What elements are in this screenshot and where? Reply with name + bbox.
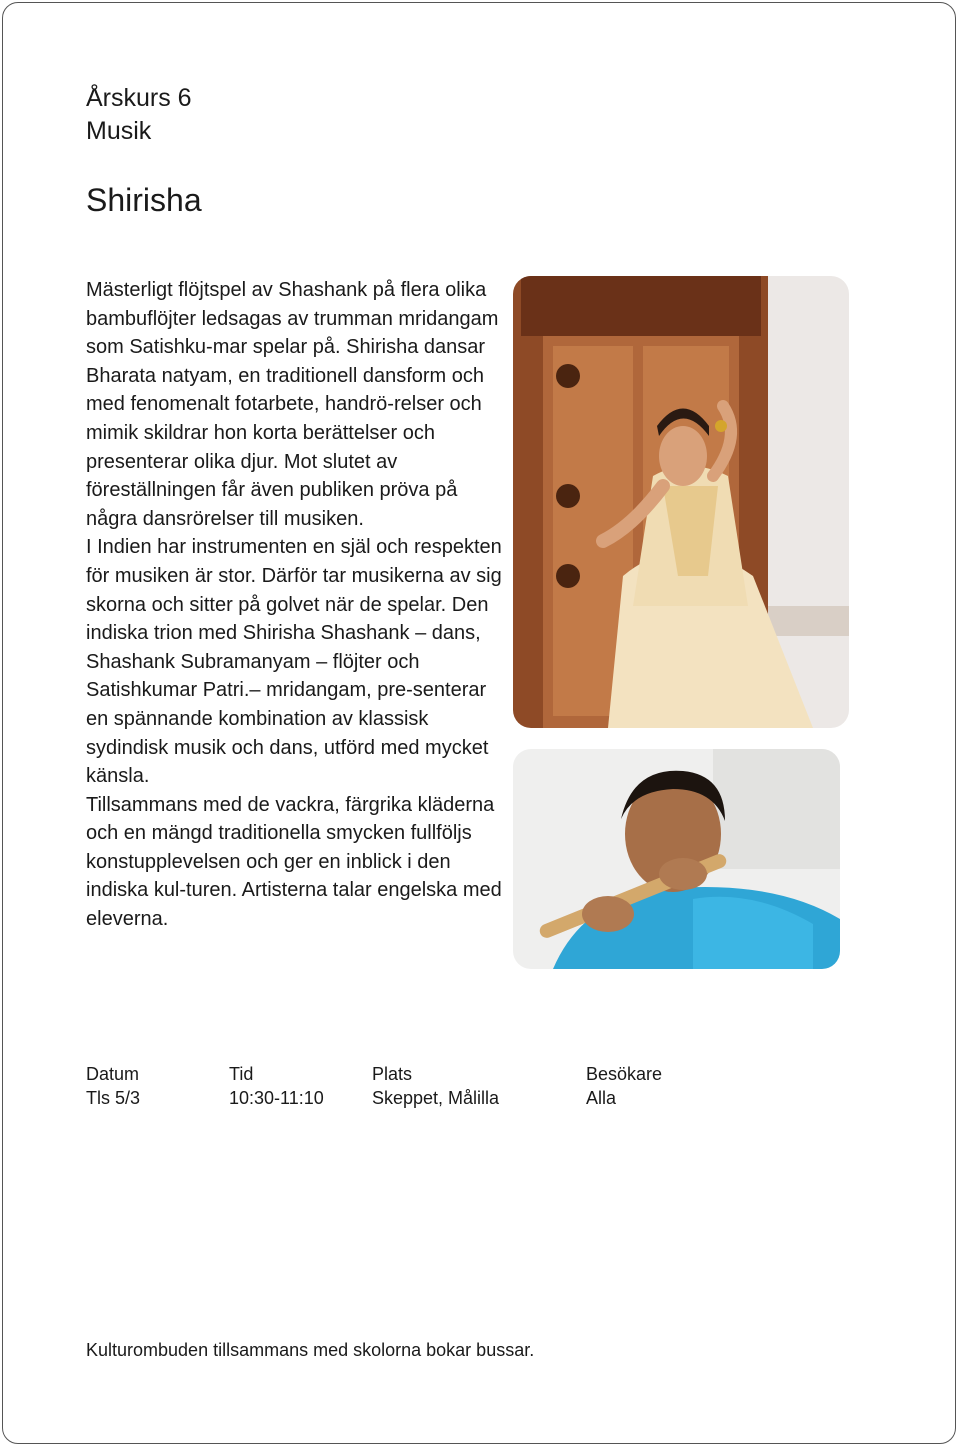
- info-header-visitors: Besökare: [586, 1064, 663, 1084]
- page-title: Shirisha: [86, 182, 202, 218]
- info-value-row: [86, 1086, 726, 1110]
- dancer-photo: [513, 276, 849, 728]
- description-paragraph-3: Tillsammans med de vackra, färgrika kläderna och en mängd traditionella smycken fullföljs konstupplevelsen och ger en inblick i den indiska kul-turen. Artisterna talar engelska med eleverna.: [86, 793, 502, 931]
- description: [86, 276, 506, 934]
- info-value-visitors: Alla: [586, 1088, 617, 1108]
- event-info-table: [86, 1062, 726, 1110]
- course-heading: [86, 82, 192, 148]
- info-value-time: 10:30-11:10: [229, 1088, 324, 1108]
- info-value-date: Tls 5/3: [86, 1088, 141, 1108]
- flute-player-illustration: [513, 749, 840, 969]
- dancer-illustration: [513, 276, 849, 728]
- flute-player-photo: [513, 749, 840, 969]
- info-header-time: Tid: [229, 1064, 254, 1084]
- description-paragraph-1: Mästerligt flöjtspel av Shashank på flera olika bambuflöjter ledsagas av trumman mridangam som Satishku-mar spelar på. Shirisha dansar Bharata natyam, en traditionell dansform och med fenomenalt fotarbete, handrö-relser och mimik skildrar hon korta berättelser och presenterar olika djur. Mot slutet av föreställningen får även publiken pröva på några dansrörelser till musiken.: [86, 279, 499, 530]
- info-value-place: Skeppet, Målilla: [372, 1088, 500, 1108]
- grade-label: Årskurs 6: [86, 84, 192, 112]
- info-header-date: Datum: [86, 1064, 140, 1084]
- description-paragraph-2: I Indien har instrumenten en själ och respekten för musiken är stor. Därför tar musikerna av sig skorna och sitter på golvet när de spelar. Den indiska trion med Shirisha Shashank – dans, Shashank Subramanyam – flöjter och Satishkumar Patri.– mridangam, pre-senterar en spännande kombination av klassisk sydindisk musik och dans, utförd med mycket känsla.: [86, 536, 502, 788]
- info-header-row: [86, 1062, 726, 1086]
- footer-note: Kulturombuden tillsammans med skolorna bokar bussar.: [86, 1340, 535, 1360]
- info-header-place: Plats: [372, 1064, 413, 1084]
- subject-label: Musik: [86, 117, 152, 145]
